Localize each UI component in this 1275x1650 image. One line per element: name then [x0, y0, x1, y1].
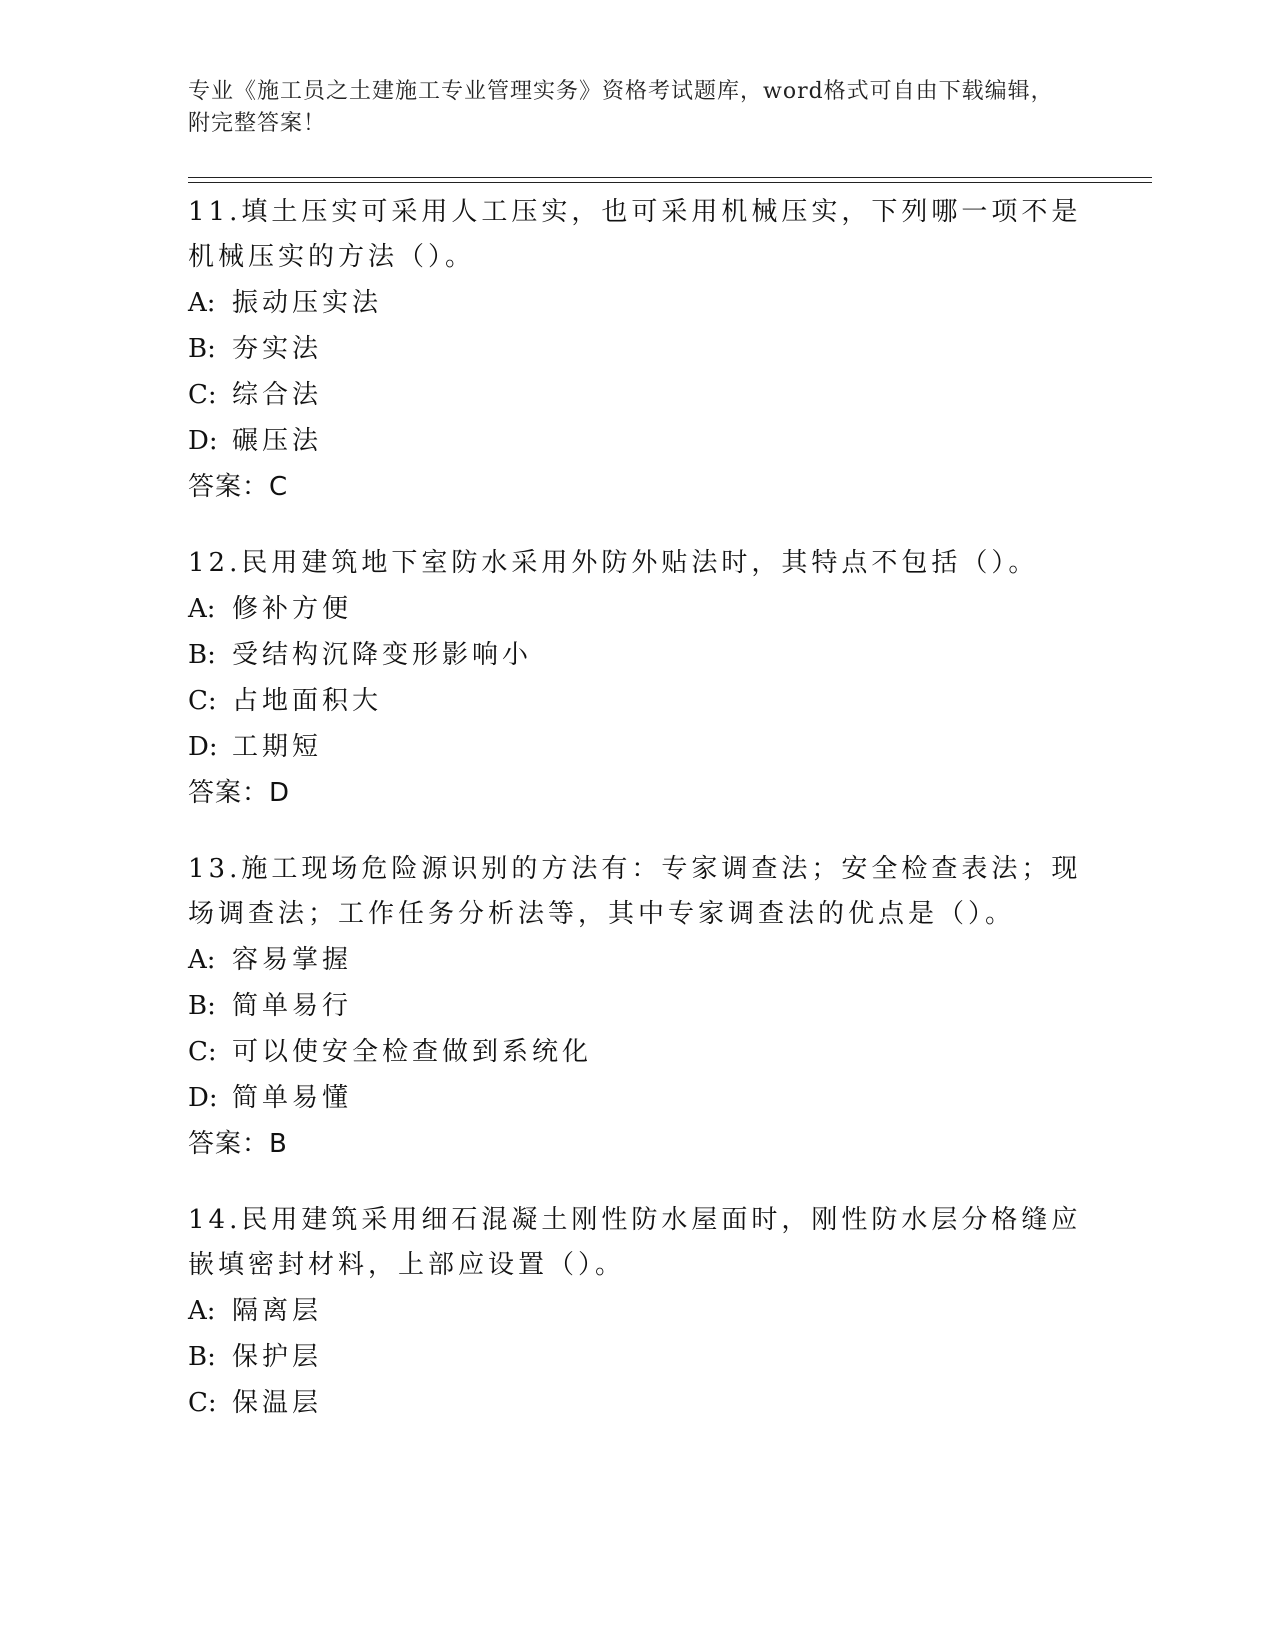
- option-text: 工期短: [232, 732, 323, 762]
- option-letter: C:: [188, 380, 217, 410]
- option-letter: D:: [188, 1083, 218, 1113]
- option-text: 保护层: [232, 1342, 323, 1372]
- option-letter: A:: [188, 288, 216, 318]
- option-c: [188, 372, 1088, 418]
- option-b: [188, 632, 1088, 678]
- option-a: [188, 937, 1088, 983]
- header-note: 专业《施工员之土建施工专业管理实务》资格考试题库，word格式可自由下载编辑，附完整答案！: [188, 79, 1054, 136]
- question-12: [188, 541, 1088, 816]
- option-c: [188, 678, 1088, 724]
- option-d: [188, 418, 1088, 464]
- option-text: 受结构沉降变形影响小: [232, 640, 533, 670]
- option-letter: C:: [188, 1037, 217, 1067]
- option-text: 综合法: [232, 380, 323, 410]
- option-text: 隔离层: [232, 1296, 323, 1326]
- option-letter: C:: [188, 1388, 217, 1418]
- option-letter: B:: [188, 991, 216, 1021]
- option-a: [188, 280, 1088, 326]
- option-text: 简单易行: [232, 991, 353, 1021]
- option-b: [188, 326, 1088, 372]
- option-text: 占地面积大: [232, 686, 383, 716]
- question-13: [188, 847, 1088, 1167]
- header-divider-top: [188, 177, 1152, 178]
- answer-line: 答案：B: [188, 1129, 288, 1159]
- option-text: 碾压法: [232, 426, 323, 456]
- option-c: [188, 1029, 1088, 1075]
- option-b: [188, 1334, 1088, 1380]
- option-letter: C:: [188, 686, 217, 716]
- option-letter: A:: [188, 594, 216, 624]
- option-text: 可以使安全检查做到系统化: [232, 1037, 593, 1067]
- option-a: [188, 1288, 1088, 1334]
- option-letter: B:: [188, 1342, 216, 1372]
- option-letter: B:: [188, 640, 216, 670]
- question-stem: 11.填土压实可采用人工压实，也可采用机械压实，下列哪一项不是机械压实的方法（）。: [188, 197, 1082, 272]
- option-text: 修补方便: [232, 594, 353, 624]
- option-letter: A:: [188, 1296, 216, 1326]
- option-c: [188, 1380, 1088, 1426]
- option-text: 振动压实法: [232, 288, 383, 318]
- option-text: 保温层: [232, 1388, 323, 1418]
- option-d: [188, 1075, 1088, 1121]
- option-text: 容易掌握: [232, 945, 353, 975]
- question-stem: 12.民用建筑地下室防水采用外防外贴法时，其特点不包括（）。: [188, 548, 1039, 578]
- option-letter: D:: [188, 426, 218, 456]
- question-stem: 13.施工现场危险源识别的方法有：专家调查法；安全检查表法；现场调查法；工作任务分析法等，其中专家调查法的优点是（）。: [188, 854, 1082, 929]
- question-stem: 14.民用建筑采用细石混凝土刚性防水屋面时，刚性防水层分格缝应嵌填密封材料，上部应设置（）。: [188, 1205, 1082, 1280]
- option-text: 夯实法: [232, 334, 323, 364]
- option-d: [188, 724, 1088, 770]
- option-letter: B:: [188, 334, 216, 364]
- header-divider-bottom: [188, 182, 1152, 183]
- option-letter: A:: [188, 945, 216, 975]
- question-14: [188, 1198, 1088, 1426]
- question-list: [188, 190, 1088, 1457]
- answer-line: 答案：D: [188, 778, 291, 808]
- option-letter: D:: [188, 732, 218, 762]
- option-text: 简单易懂: [232, 1083, 353, 1113]
- option-b: [188, 983, 1088, 1029]
- answer-line: 答案：C: [188, 472, 289, 502]
- question-11: [188, 190, 1088, 510]
- option-a: [188, 586, 1088, 632]
